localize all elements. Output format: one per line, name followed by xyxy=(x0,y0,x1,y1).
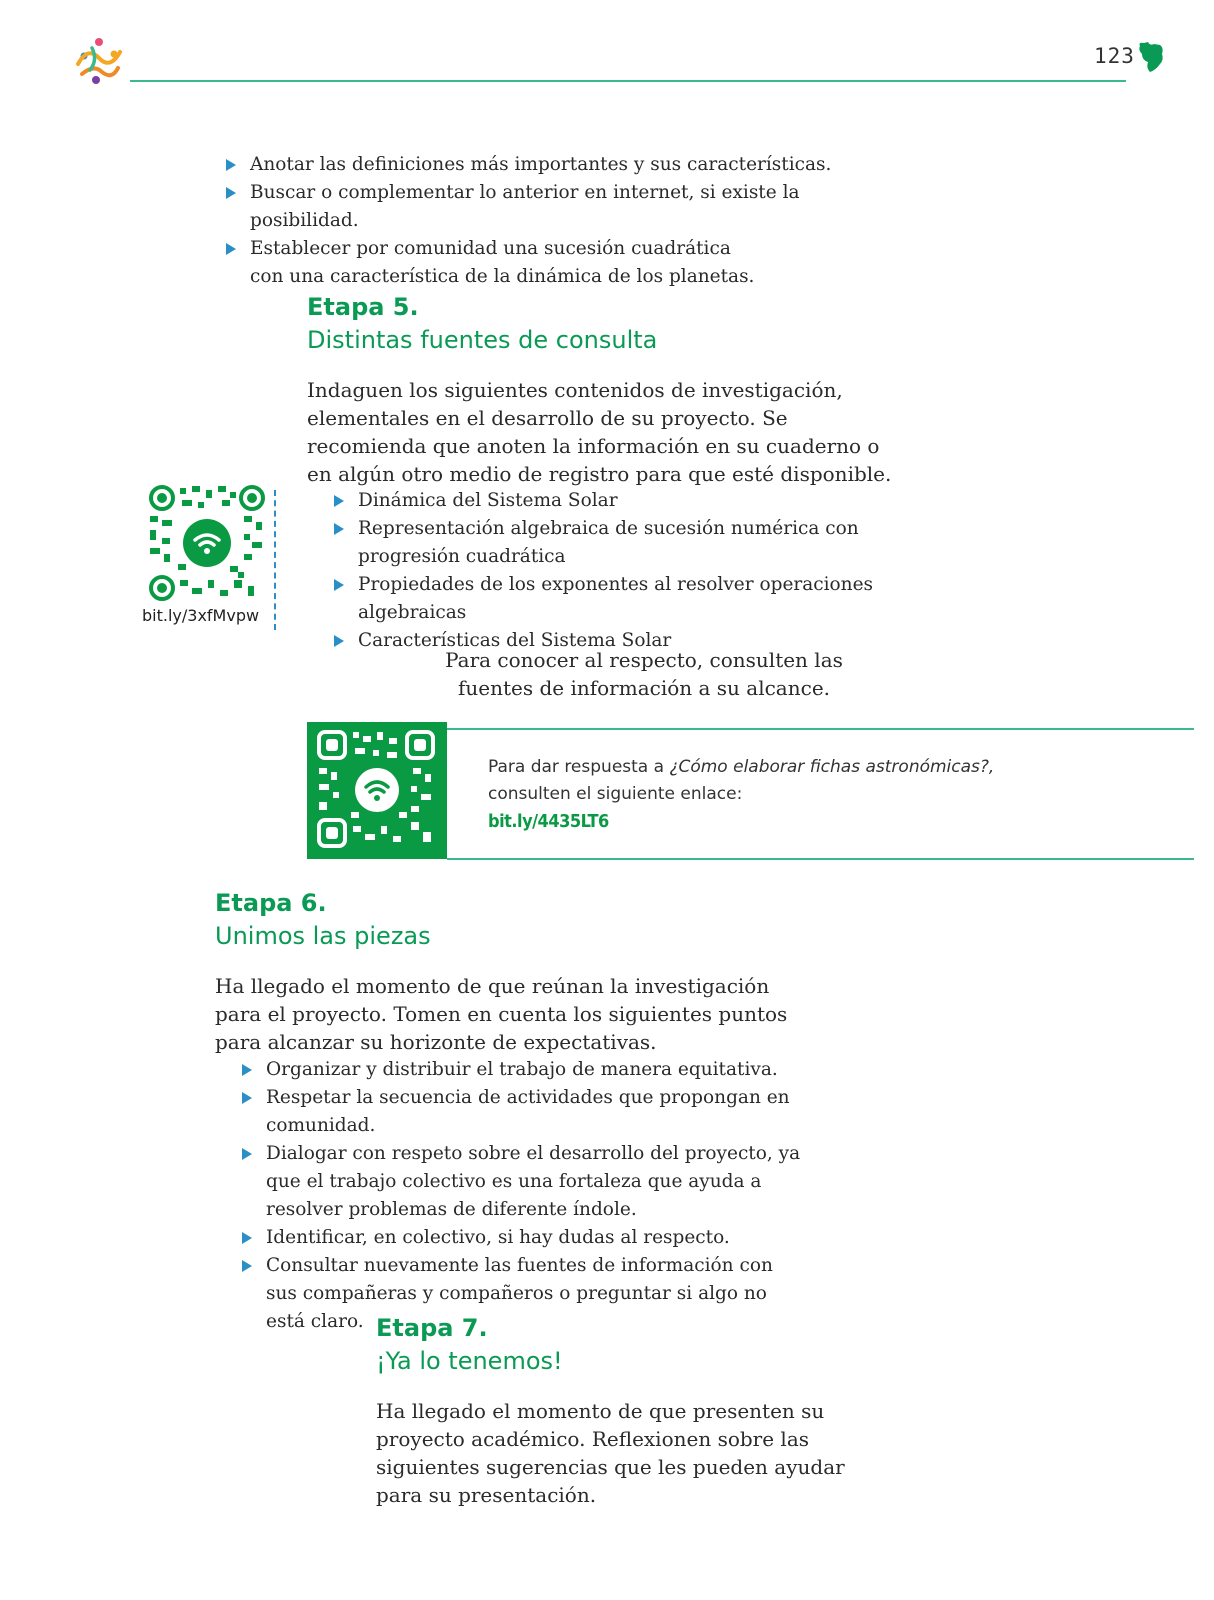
bullet-arrow-icon xyxy=(226,187,236,199)
list-item: Anotar las definiciones más importantes y sus características. xyxy=(226,151,866,179)
qr-code-icon[interactable] xyxy=(148,484,266,602)
bullet-arrow-icon xyxy=(242,1092,252,1104)
link-box-text: Para dar respuesta a ¿Cómo elaborar fichas astronómicas?, consulten el siguiente enlace: bit.ly/4435LT6 xyxy=(488,754,994,835)
bullet-arrow-icon xyxy=(226,159,236,171)
list-item: Respetar la secuencia de actividades que propongan en comunidad. xyxy=(242,1084,832,1140)
etapa7-heading xyxy=(376,1312,563,1378)
bullet-arrow-icon xyxy=(334,635,344,647)
etapa7-paragraph: Ha llegado el momento de que presenten su proyecto académico. Reflexionen sobre las siguientes sugerencias que les pueden ayudar para su presentación. xyxy=(376,1399,845,1507)
bullet-arrow-icon xyxy=(334,495,344,507)
bullet-arrow-icon xyxy=(334,579,344,591)
list-item: Características del Sistema Solar xyxy=(334,627,904,655)
etapa5-paragraph: Indaguen los siguientes contenidos de investigación, elementales en el desarrollo de su proyecto. Se recomienda que anoten la información en su cuaderno o en algún otro medio de registro para que esté disponible. xyxy=(307,378,892,486)
bullet-arrow-icon xyxy=(242,1064,252,1076)
list-item: Propiedades de los exponentes al resolver operaciones algebraicas xyxy=(334,571,904,627)
link-box-url[interactable]: bit.ly/4435LT6 xyxy=(488,811,609,832)
header-rule xyxy=(130,80,1126,82)
list-item: Consultar nuevamente las fuentes de información con sus compañeras y compañeros o preguntar si algo no está claro. xyxy=(242,1252,796,1336)
etapa6-paragraph: Ha llegado el momento de que reúnan la investigación para el proyecto. Tomen en cuenta los siguientes puntos para alcanzar su horizonte de expectativas. xyxy=(215,974,788,1054)
bullet-arrow-icon xyxy=(242,1260,252,1272)
series-logo-icon xyxy=(72,34,126,88)
list-item: Representación algebraica de sucesión numérica con progresión cuadrática xyxy=(334,515,904,571)
link-box-bottom-rule xyxy=(447,858,1194,860)
leaf-icon xyxy=(1136,40,1166,74)
qr-link-label[interactable]: bit.ly/3xfMvpw xyxy=(142,606,260,625)
dashed-divider xyxy=(274,490,276,630)
link-box-top-rule xyxy=(447,728,1194,730)
list-item: Establecer por comunidad una sucesión cuadrática con una característica de la dinámica de los planetas. xyxy=(226,235,770,291)
bullet-arrow-icon xyxy=(334,523,344,535)
qr-code-icon xyxy=(307,722,447,859)
page-number: 123 xyxy=(1094,44,1135,68)
list-item: Buscar o complementar lo anterior en internet, si existe la posibilidad. xyxy=(226,179,866,235)
etapa7-title: ¡Ya lo tenemos! xyxy=(376,1347,563,1375)
etapa5-heading xyxy=(307,291,657,357)
list-item: Dialogar con respeto sobre el desarrollo del proyecto, ya que el trabajo colectivo es una fortaleza que ayuda a resolver problemas de diferente índole. xyxy=(242,1140,811,1224)
etapa5-closing: Para conocer al respecto, consulten las fuentes de información a su alcance. xyxy=(445,648,843,700)
etapa6-heading xyxy=(215,887,431,953)
etapa5-bullet-list xyxy=(334,487,904,655)
list-item: Organizar y distribuir el trabajo de manera equitativa. xyxy=(242,1056,832,1084)
etapa5-title: Distintas fuentes de consulta xyxy=(307,326,658,354)
intro-bullet-list xyxy=(226,151,866,291)
etapa6-number: Etapa 6. xyxy=(215,889,327,917)
etapa7-number: Etapa 7. xyxy=(376,1314,488,1342)
list-item: Identificar, en colectivo, si hay dudas al respecto. xyxy=(242,1224,832,1252)
etapa6-title: Unimos las piezas xyxy=(215,922,431,950)
bullet-arrow-icon xyxy=(226,243,236,255)
bullet-arrow-icon xyxy=(242,1148,252,1160)
etapa6-bullet-list xyxy=(242,1056,832,1336)
bullet-arrow-icon xyxy=(242,1232,252,1244)
qr-code-panel[interactable] xyxy=(307,722,447,859)
list-item: Dinámica del Sistema Solar xyxy=(334,487,904,515)
etapa5-number: Etapa 5. xyxy=(307,293,419,321)
